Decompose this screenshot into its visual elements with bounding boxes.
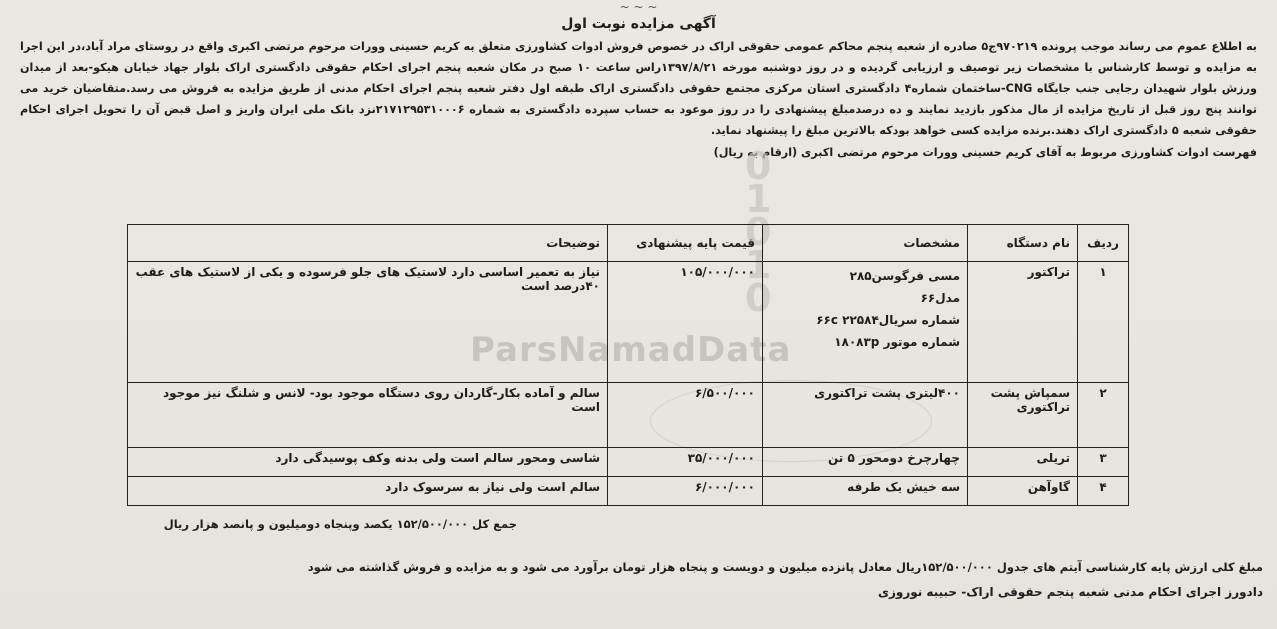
spec-line: مدل۶۶ [920,291,960,305]
table-row [128,477,1129,506]
signature-line: دادورز اجرای احکام مدنی شعبه پنجم حقوقی اراک- حبیبه نوروزی [877,585,1263,599]
total-amount: جمع کل ۱۵۲/۵۰۰/۰۰۰ یکصد وپنجاه دومیلیون و پانصد هزار ریال [163,517,517,531]
row-index: ۲ [1078,383,1129,448]
row-name: سمپاش پشت تراکتوری [968,383,1078,448]
row-notes: سالم و آماده بکار-گاردان روی دستگاه موجود بود- لانس و شلنگ نیز موجود است [128,383,608,448]
table-row [128,448,1129,477]
row-name: تریلی [968,448,1078,477]
row-name: گاوآهن [968,477,1078,506]
spec-line: شماره سریال۲۲۵۸۴ ۶۶c [816,313,960,327]
row-notes: نیاز به تعمیر اساسی دارد لاستیک های جلو فرسوده و یکی از لاستیک های عقب ۴۰درصد است [128,262,608,383]
header-specs: مشخصات [763,225,968,262]
row-index: ۴ [1078,477,1129,506]
notice-title: آگهی مزایده نوبت اول [561,16,716,32]
spec-line: مسی فرگوسن۲۸۵ [849,269,960,283]
header-price: قیمت پایه پیشنهادی [608,225,763,262]
notice-body-line: به اطلاع عموم می رساند موجب پرونده ۹۷۰۲۱۹ج۵ صادره از شعبه پنجم محاکم عمومی حقوقی اراک در خصوص فروش ادوات کشاورزی متعلق به کریم حسینی وورات مرحوم مرتضی اکبری واقع در روستای مراد آباد،در این اجرا [20,40,1257,53]
watermark-logo: 0 1 0 1 0 [745,144,772,320]
row-notes: شاسی ومحور سالم است ولی بدنه وکف پوسیدگی دارد [128,448,608,477]
notice-body-line: ورزش بلوار شهیدان رجایی جنب جایگاه CNG-ساختمان شماره۴ دادگستری استان مرکزی مجتمع حقوقی دادگستری اراک طبقه اول دفتر شعبه پنجم اجرای احکام مدنی از طریق مزایده به فروش می رسد.متقاضیان خرید می [20,82,1257,95]
summary-text: مبلغ کلی ارزش پایه کارشناسی آیتم های جدول ۱۵۲/۵۰۰/۰۰۰ریال معادل پانزده میلیون و دویست و پنجاه هزار تومان برآورد می شود و به مزایده و فروش گذاشته می شود [307,560,1263,574]
row-notes: سالم است ولی نیاز به سرسوک دارد [128,477,608,506]
row-specs: سه خیش یک طرفه [763,477,968,506]
table-header-row [128,225,1129,262]
row-index: ۱ [1078,262,1129,383]
row-name: تراکتور [968,262,1078,383]
table-row [128,262,1129,383]
row-price: ۱۰۵/۰۰۰/۰۰۰ [608,262,763,383]
items-table [127,224,1129,506]
row-specs: ۴۰۰لیتری پشت تراکتوری [763,383,968,448]
notice-body-line: به مزایده و توسط کارشناس با مشخصات زیر توصیف و ارزیابی گردیده و در روز دوشنبه مورخه ۱۳۹۷/۸/۲۱راس ساعت ۱۰ صبح در مکان شعبه پنجم اجرای احکام حقوقی دادگستری اراک بلوار جهاد خیابان هیکو-بعد از میدان [20,61,1257,74]
watermark-text: ParsNamadData [470,330,792,370]
header-notes: توضیحات [128,225,608,262]
header-index: ردیف [1078,225,1129,262]
row-price: ۳۵/۰۰۰/۰۰۰ [608,448,763,477]
list-title: فهرست ادوات کشاورزی مربوط به آقای کریم حسینی وورات مرحوم مرتضی اکبری (ارقام به ریال) [713,146,1257,159]
row-specs [763,262,968,383]
row-price: ۶/۵۰۰/۰۰۰ [608,383,763,448]
spec-line: شماره موتور ۱۸۰۸۳p [834,335,960,349]
notice-body [14,36,1263,141]
row-specs: چهارچرخ دومحور ۵ تن [763,448,968,477]
row-index: ۳ [1078,448,1129,477]
header-name: نام دستگاه [968,225,1078,262]
table-row [128,383,1129,448]
row-price: ۶/۰۰۰/۰۰۰ [608,477,763,506]
notice-body-line: حقوقی شعبه ۵ دادگستری اراک دهند.برنده مزایده کسی خواهد بودکه بالاترین مبلغ را پیشنهاد نماید. [710,124,1257,137]
notice-body-line: توانند پنج روز قبل از تاریخ مزایده از مال مذکور بازدید نمایند و ده درصدمبلغ پیشنهادی را در روز موعود به حساب سپرده دادگستری به شماره ۲۱۷۱۲۹۵۳۱۰۰۰۶نزد بانک ملی ایران واریز و اصل قبض آن را تحویل اجرای احکام [20,103,1258,116]
cropped-header-strip: ~ ~ ~ [619,6,658,14]
